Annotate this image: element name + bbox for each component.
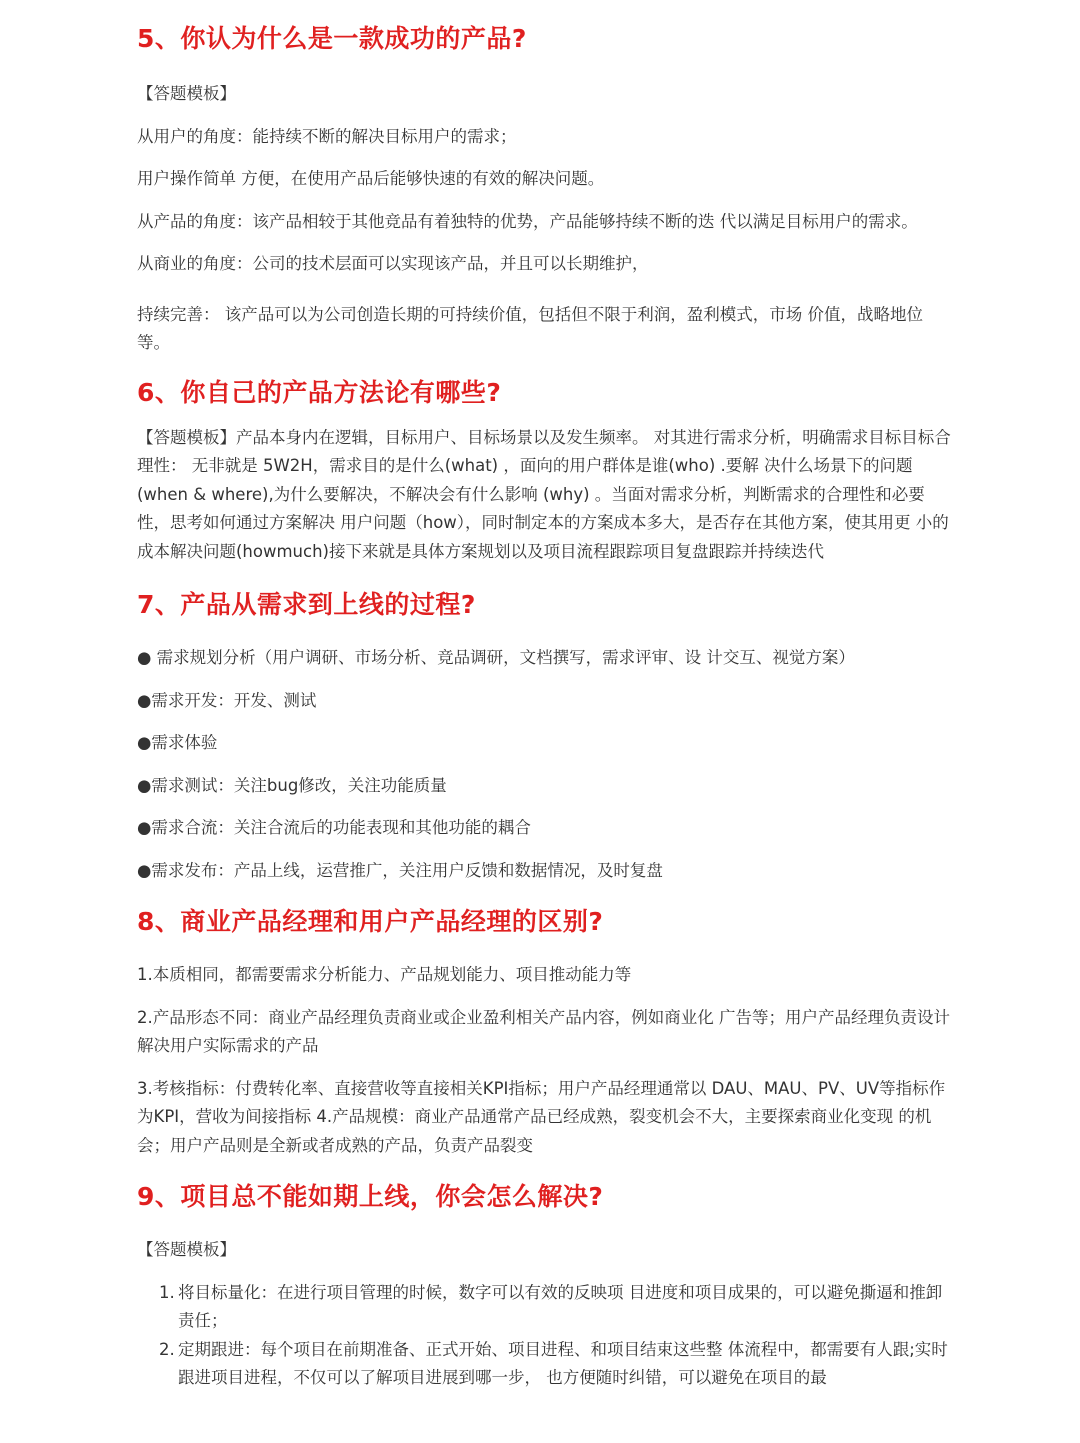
section-5-paragraph: 从商业的角度：公司的技术层面可以实现该产品，并且可以长期维护， [137,254,649,273]
section-8-paragraph: 3.考核指标：付费转化率、直接营收等直接相关KPI指标；用户产品经理通常以 DAU、MAU、PV、UV等指标作为KPI，营收为间接指标 4.产品规模：商业产品通常产品已经成熟，裂变机会不大，主要探索商业化变现 的机会；用户产品则是全新或者成熟的产品，负责产品裂变 [137,1078,946,1155]
list-item [137,1279,952,1336]
list-item-number: 1. [159,1282,175,1302]
section-7-step: ●需求开发：开发、测试 [137,690,317,710]
section-5-paragraph: 从产品的角度：该产品相较于其他竞品有着独特的优势，产品能够持续不断的迭 代以满足目标用户的需求。 [137,211,918,231]
section-5-paragraph: 用户操作简单 方便，在使用产品后能够快速的有效的解决问题。 [137,169,605,188]
section-8-paragraph: 1.本质相同，都需要需求分析能力、产品规划能力、项目推动能力等 [137,965,632,984]
section-7-title: 7、产品从需求到上线的过程? [137,590,476,619]
section-5-paragraph: 持续完善： 该产品可以为公司创造长期的可持续价值，包括但不限于利润，盈利模式，市场 价值，战略地位等。 [137,304,923,352]
section-6-title: 6、你自己的产品方法论有哪些? [137,377,502,407]
section-7-step: ●需求体验 [137,733,218,752]
section-8-paragraph: 2.产品形态不同：商业产品经理负责商业或企业盈利相关产品内容，例如商业化 广告等；用户产品经理负责设计解决用户实际需求的产品 [137,1007,950,1055]
list-item-text: 将目标量化：在进行项目管理的时候，数字可以有效的反映项 目进度和项目成果的，可以避免撕逼和推卸责任； [178,1282,943,1330]
section-5-paragraph: 从用户的角度：能持续不断的解决目标用户的需求； [137,126,517,146]
section-5-template-label: 【答题模板】 [137,84,236,103]
section-7-step: ● 需求规划分析（用户调研、市场分析、竞品调研，文档撰写，需求评审、设 计交互、视觉方案） [137,648,855,667]
list-item-text: 定期跟进：每个项目在前期准备、正式开始、项目进程、和项目结束这些整 体流程中，都需要有人跟;实时跟进项目进程，不仅可以了解项目进展到哪一步， 也方便随时纠错，可以避免在项目的最 [178,1339,948,1387]
section-7-step: ●需求发布：产品上线，运营推广，关注用户反馈和数据情况，及时复盘 [137,860,663,880]
list-item-number: 2. [159,1339,175,1359]
section-6-paragraph: 【答题模板】产品本身内在逻辑，目标用户、目标场景以及发生频率。 对其进行需求分析，明确需求目标目标合理性： 无非就是 5W2H，需求目的是什么(what) ，面向的用户群体是谁(who) .要解 决什么场景下的问题(when & where),为什么要解决，不解决会有什么影响 (why) 。当面对需求分析，判断需求的合理性和必要性，思考如何通过方案解决 用户问题（how），同时制定本的方案成本多大，是否存在其他方案，使其用更 小的成本解决问题(howmuch)接下来就是具体方案规划以及项目流程跟踪项目复盘跟踪并持续迭代 [137,427,951,561]
section-8-title: 8、商业产品经理和用户产品经理的区别? [137,907,604,936]
article-content [137,0,952,1393]
list-item [137,1336,952,1393]
section-9-list [137,1279,952,1393]
section-5-title: 5、你认为什么是一款成功的产品? [137,24,527,53]
section-9-title: 9、项目总不能如期上线，你会怎么解决? [137,1182,604,1211]
section-7-step: ●需求合流：关注合流后的功能表现和其他功能的耦合 [137,818,531,837]
section-9-template-label: 【答题模板】 [137,1240,236,1259]
section-7-step: ●需求测试：关注bug修改，关注功能质量 [137,775,447,795]
